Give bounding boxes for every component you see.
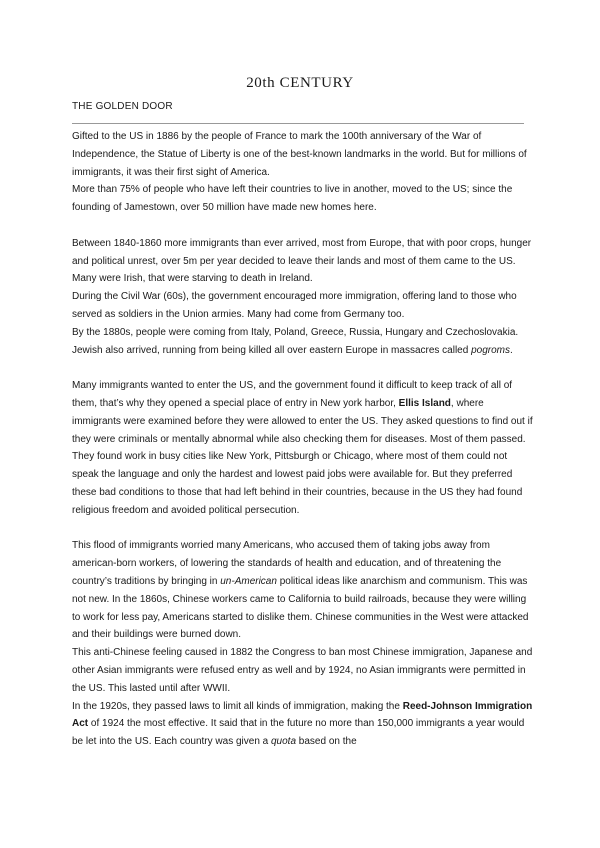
text-run: political ideas like anarchism and communism. This was not new. In the 1860s, Chinese workers came to California to build railroads, because they were willing to work for less pay, Americans started to dislike them. Chinese communities in the West were attacked and their buildings were burned down. — [72, 575, 529, 641]
text-run: of 1924 the most effective. It said that in the future no more than 150,000 immigrants a year would be let into the US. Each country was given a — [72, 718, 525, 748]
text-run: By the 1880s, people were coming from Italy, Poland, Greece, Russia, Hungary and Czechoslovakia. Jewish also arrived, running from being killed all over eastern Europe in massacres called — [72, 326, 519, 356]
bold-text: Ellis Island — [398, 397, 451, 409]
text-line — [72, 537, 534, 644]
text-run: In the 1920s, they passed laws to limit all kinds of immigration, making the — [72, 700, 403, 712]
text-run: based on the — [296, 736, 357, 748]
text-line — [72, 324, 534, 360]
text-run: Many immigrants wanted to enter the US, and the government found it difficult to keep track of all of them, that’s why they opened a special place of entry in New york harbor, — [72, 380, 513, 409]
section-heading: THE GOLDEN DOOR — [72, 101, 173, 112]
text-line — [72, 448, 534, 519]
text-line — [72, 181, 534, 217]
bold-text: Reed-Johnson Immigration Act — [72, 700, 533, 730]
italic-text: pogroms — [471, 344, 510, 356]
page-title: 20th CENTURY — [246, 75, 354, 91]
text-line — [72, 235, 534, 288]
italic-text: quota — [271, 736, 297, 748]
text-run: During the Civil War (60s), the government encouraged more immigration, offering land to those who served as soldiers in the Union armies. Many had come from Germany too. — [72, 291, 517, 320]
text-run: Gifted to the US in 1886 by the people of France to mark the 100th anniversary of the War of Independence, the Statue of Liberty is one of the best-known landmarks in the world. But for millions of immigrants, it was their first sight of America. — [72, 131, 527, 178]
text-run: . — [510, 344, 513, 356]
paragraph — [72, 128, 534, 217]
text-line — [72, 288, 534, 324]
text-line — [72, 128, 534, 181]
text-run: , where immigrants were examined before they were allowed to enter the US. They asked questions to find out if they were criminals or mentally abnormal while also checking them for diseases. Most of them passed. — [72, 397, 533, 445]
text-run: This flood of immigrants worried many Americans, who accused them of taking jobs away from american-born workers, of lowering the standards of health and education, and of threatening the country’s traditions by bringing in — [72, 540, 502, 587]
text-run: More than 75% of people who have left their countries to live in another, moved to the US; since the founding of Jamestown, over 50 million have made new homes here. — [72, 184, 513, 214]
text-line — [72, 698, 534, 751]
text-line — [72, 377, 534, 448]
text-line — [72, 644, 534, 697]
paragraph — [72, 377, 534, 519]
paragraph — [72, 235, 534, 360]
italic-text: un-American — [220, 575, 277, 587]
text-run: They found work in busy cities like New York, Pittsburgh or Chicago, where most of them could not speak the language and only the hardest and lowest paid jobs were available for. But they preferred these bad conditions to those that had left behind in their countries, because in the US they had found religious freedom and avoided political persecution. — [72, 451, 523, 516]
text-run: Between 1840-1860 more immigrants than ever arrived, most from Europe, that with poor crops, hunger and political unrest, over 5m per year decided to leave their lands and most of them came to the US. Many were Irish, that were starving to death in Ireland. — [72, 237, 532, 285]
document-body — [72, 128, 534, 769]
heading-divider — [72, 123, 524, 124]
text-run: This anti-Chinese feeling caused in 1882 the Congress to ban most Chinese immigration, Japanese and other Asian immigrants were refused entry as well and by 1924, no Asian immigrants were permitted in the US. This lasted until after WWII. — [72, 647, 533, 694]
paragraph — [72, 537, 534, 751]
